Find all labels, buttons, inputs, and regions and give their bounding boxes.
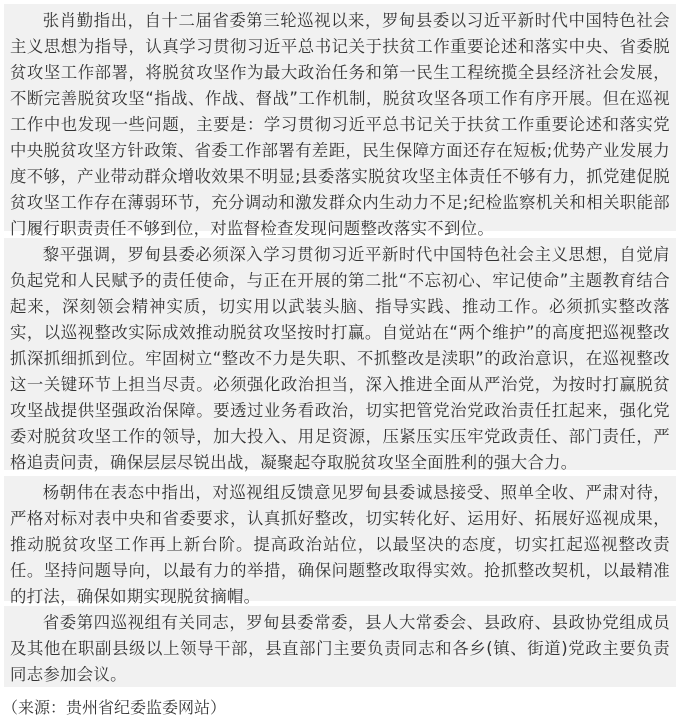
paragraph-li-ping: 黎平强调，罗甸县委必须深入学习贯彻习近平新时代中国特色社会主义思想，自觉肩负起党和人民赋予的责任使命，与正在开展的第二批“不忘初心、牢记使命”主题教育结合起来，深刻领会精神实质，切实用以武装头脑、指导实践、推动工作。必须抓实整改落实，以巡视整改实际成效推动脱贫攻坚按时打赢。自觉站在“两个维护”的高度把巡视整改抓深抓细抓到位。牢固树立“整改不力是失职、不抓整改是渎职”的政治意识，在巡视整改这一关键环节上担当尽责。必须强化政治担当，深入推进全面从严治党，为按时打赢脱贫攻坚战提供坚强政治保障。要透过业务看政治，切实把管党治党政治责任扛起来，强化党委对脱贫攻坚工作的领导，加大投入、用足资源，压紧压实压牢党政责任、部门责任，严格追责问责，确保层层尽锐出战，凝聚起夺取脱贫攻坚全面胜利的强大合力。 [4,238,676,470]
paragraph-zhang-xiaoqin: 张肖勤指出，自十二届省委第三轮巡视以来，罗甸县委以习近平新时代中国特色社会主义思想为指导，认真学习贯彻习近平总书记关于扶贫工作重要论述和落实中央、省委脱贫攻坚工作部署，将脱贫攻坚作为最大政治任务和第一民生工程统揽全县经济社会发展，不断完善脱贫攻坚“指战、作战、督战”工作机制，脱贫攻坚各项工作有序开展。但在巡视工作中也发现一些问题，主要是：学习贯彻习近平总书记关于扶贫工作重要论述和落实党中央脱贫攻坚方针政策、省委工作部署有差距，民生保障方面还存在短板;优势产业发展力度不够，产业带动群众增收效果不明显;县委落实脱贫攻坚主体责任不够有力，抓党建促脱贫攻坚工作存在薄弱环节，充分调动和激发群众内生动力不足;纪检监察机关和相关职能部门履行职责责任不够到位，对监督检查发现问题整改落实不到位。 [4,4,676,231]
paragraph-attendees: 省委第四巡视组有关同志，罗甸县委常委，县人大常委会、县政府、县政协党组成员及其他在职副县级以上领导干部，县直部门主要负责同志和各乡(镇、街道)党政主要负责同志参加会议。 [4,606,676,687]
source-note: （来源：贵州省纪委监委网站） [2,698,227,717]
paragraph-yang-chaowei: 杨朝伟在表态中指出，对巡视组反馈意见罗甸县委诚恳接受、照单全收、严肃对待，严格对标对表中央和省委要求，认真抓好整改，切实转化好、运用好、拓展好巡视成果，推动脱贫攻坚工作再上新台阶。提高政治站位，以最坚决的态度，切实扛起巡视整改责任。坚持问题导向，以最有力的举措，确保问题整改取得实效。抢抓整改契机，以最精准的打法，确保如期实现脱贫摘帽。 [4,476,676,601]
